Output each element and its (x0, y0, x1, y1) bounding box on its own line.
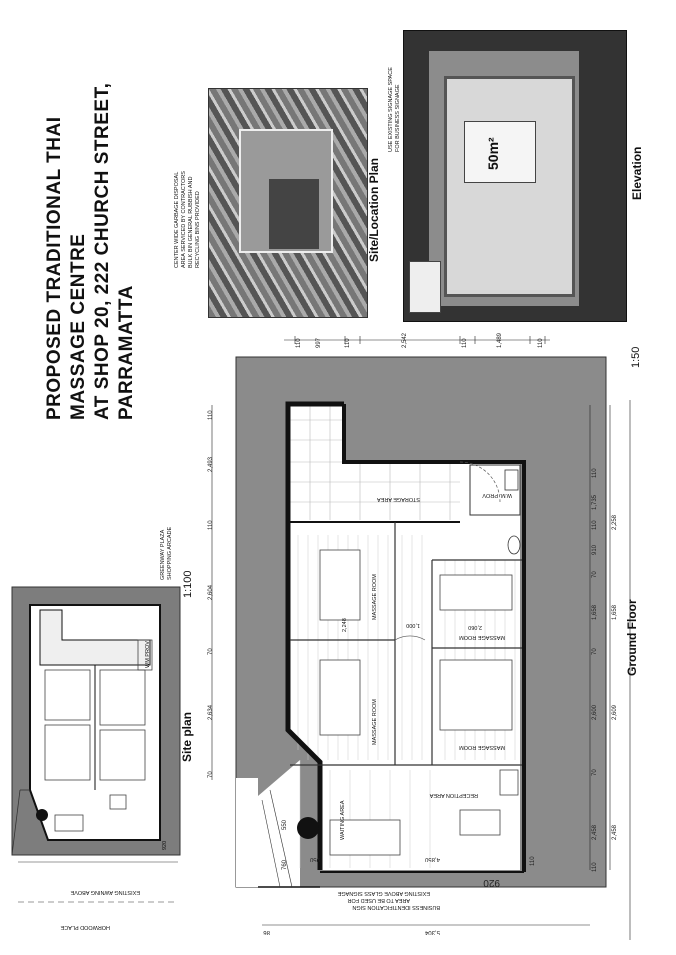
title-line-4: PARRAMATTA (116, 285, 137, 420)
title-line-3: AT SHOP 20, 222 CHURCH STREET, (92, 82, 113, 420)
site-plan-drawing (12, 587, 180, 902)
title-line-1: PROPOSED TRADITIONAL THAI (44, 116, 65, 420)
corridor-dim: 1,000 (406, 622, 420, 628)
drawing-sheet: 50m² PROPOSED TRADITIONAL THAI MASSAGE CENTRE AT SHOP 20, 222 CHURCH STREET, PARRAMATTA Site/Location Plan CENTER WIDE GARBAGE DISPOSAL AREA SERVICED BY CONTRACTORS BULK BIN GENERAL RUBBISH AND RECYCLING BINS PROVIDED Elevation USE EXISTING SIGNAGE SPACE FOR BUSINESS SIGNAGE Site plan 1:100 GREENWAY PLAZA SHOPPING ARCADE EXISTING AWNING ABOVE HORWOOD PLACE WM PROV 920 Ground Floor 1:50 STORAGE AREA MASSAGE ROOM 2,248 MASSAGE ROOM MASSAGE ROOM 2,060 MASSAGE ROOM 1,000 RECEPTION AREA WAITING AREA W.M. PROV EXISTING ABOVE GLASS SIGNAGE AREA TO BE USED FOR BUSINESS IDENTIFICATION SIGN 4,850 920 550 760 950 110 110 2,493 110 2,604 70 2,634 70 110 1,735 110 910 70 1,658 70 2,600 70 2,458 110 2,258 1,658 2,609 2,458 110 997 110 2,542 110 1,489 110 5,304 86 (0, 0, 676, 955)
room-massage-3-dim: 2,060 (468, 624, 482, 630)
dim-left-overall: 86 (263, 929, 270, 935)
title-line-2: MASSAGE CENTRE (68, 233, 89, 420)
ground-floor-scale: 1:50 (630, 346, 642, 368)
ground-floor-drawing (212, 336, 630, 940)
dim-overall: 5,304 (424, 929, 440, 935)
dim-front-4: 950 (309, 856, 320, 862)
dim-front-1: 920 (483, 877, 500, 888)
site-plan-scale: 1:100 (182, 570, 194, 598)
dim-front-3: 760 (282, 859, 288, 870)
site-location-heading: Site/Location Plan (367, 157, 381, 262)
room-reception: RECEPTION AREA (429, 792, 478, 798)
room-massage-3: MASSAGE ROOM (459, 634, 505, 640)
elevation-heading: Elevation (630, 146, 644, 200)
ground-floor-heading: Ground Floor (625, 599, 639, 676)
room-massage-2: MASSAGE ROOM (372, 699, 378, 745)
site-plan-heading: Site plan (180, 711, 194, 762)
site-plan-dim: 920 (162, 840, 168, 850)
dim-front-0: 4,850 (424, 856, 440, 862)
elevation-photo (403, 30, 627, 322)
room-wm-prov: W.M. PROV (482, 492, 512, 498)
site-plan-awning-label: EXISTING AWNING ABOVE (70, 889, 140, 895)
aerial-photo (208, 88, 368, 318)
site-plan-street-label: HORWOOD PLACE (60, 924, 110, 930)
dim-front-5: 110 (530, 856, 536, 866)
room-massage-4: MASSAGE ROOM (459, 744, 505, 750)
room-waiting: WAITING AREA (340, 800, 346, 840)
elevation-sign-text: 50m² (485, 137, 501, 170)
room-massage-1: MASSAGE ROOM (372, 574, 378, 620)
room-storage: STORAGE AREA (377, 496, 420, 502)
dim-front-2: 550 (282, 819, 288, 830)
site-plan-wm-label: WM PROV (145, 641, 151, 668)
room-massage-1-dim: 2,248 (342, 618, 348, 632)
